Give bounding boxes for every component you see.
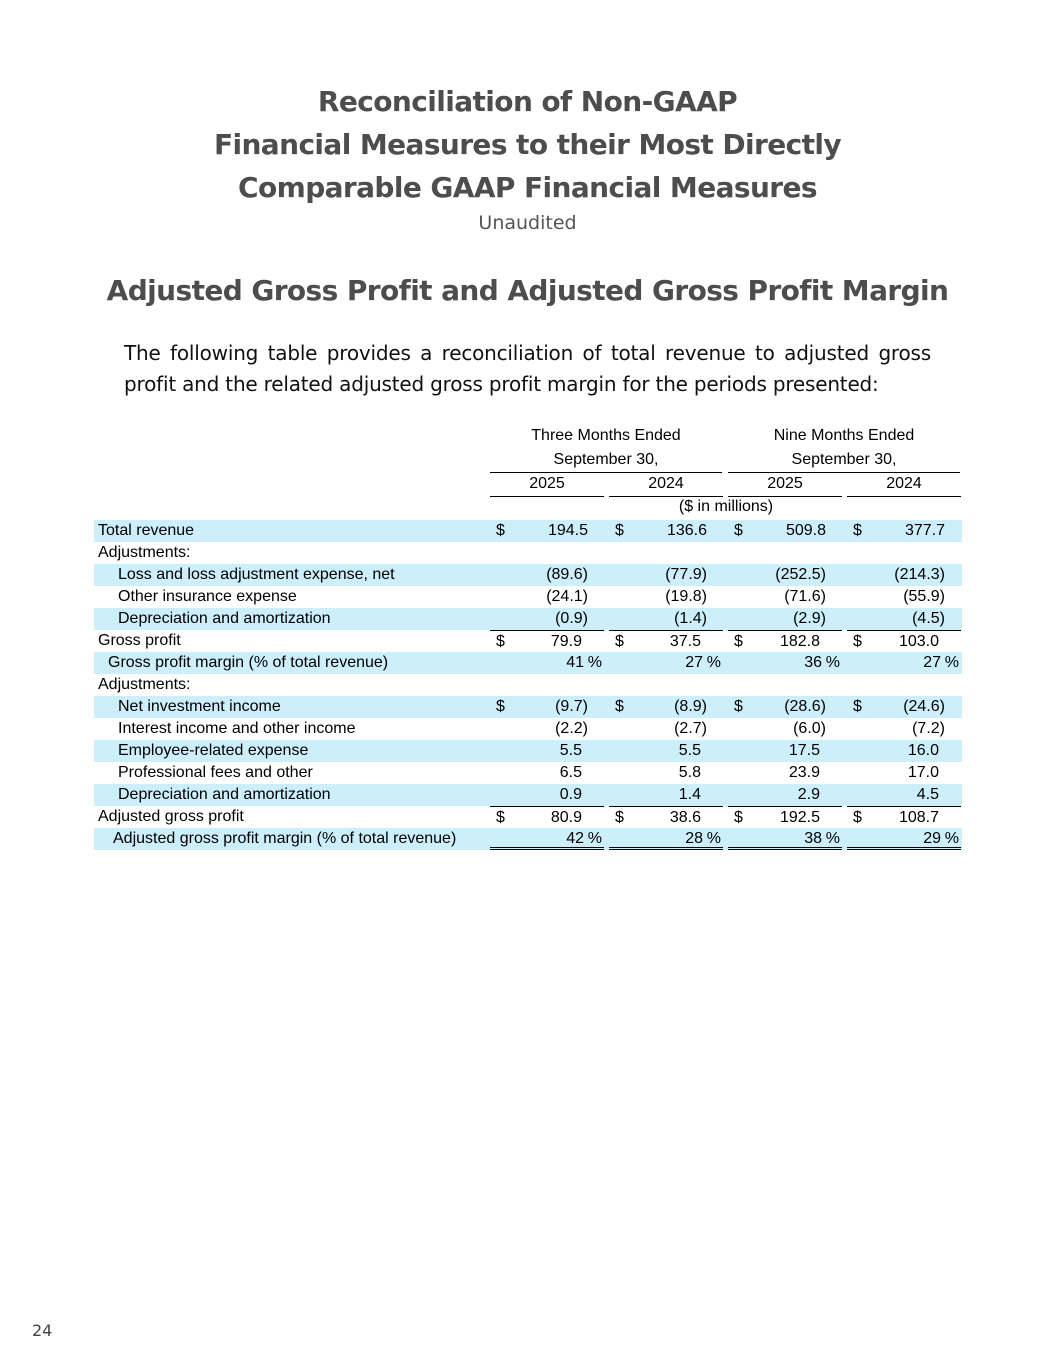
value: 79.9 [550,633,582,650]
value-cell [490,564,604,586]
value: 27 [685,654,703,671]
row-label: Adjustments: [98,676,191,693]
value-cell [609,520,723,542]
value-cell [847,608,961,630]
group-header-line2: September 30, [791,451,897,468]
value: 36 [804,654,822,671]
value: 37.5 [669,633,701,650]
percent-symbol: % [706,654,721,671]
table-row [94,542,962,564]
percent-symbol: % [944,654,959,671]
table-header [94,424,962,520]
table-row [94,564,962,586]
year-header: 2024 [847,472,961,497]
value-cell [847,718,961,740]
currency-symbol: $ [734,522,743,539]
currency-symbol: $ [853,522,862,539]
value-cell [490,630,604,652]
value: 1.4 [678,786,701,803]
value: (77.9) [665,566,707,583]
value-cell [847,564,961,586]
currency-symbol: $ [496,698,505,715]
intro-paragraph: The following table provides a reconciliation of total revenue to adjusted gross profit and the related adjusted gross profit margin for the periods presented: [124,341,931,396]
value: 38 [804,830,822,847]
value-cell [728,762,842,784]
table-row [94,586,962,608]
value: (89.6) [546,566,588,583]
value: (252.5) [775,566,826,583]
value-cell [728,828,842,850]
value: 0.9 [559,786,582,803]
section-title: Adjusted Gross Profit and Adjusted Gross Profit Margin [106,274,949,307]
value-cell [609,652,723,674]
row-label: Depreciation and amortization [118,786,331,803]
value-cell [847,586,961,608]
page-number: 24 [32,1321,53,1340]
row-label: Interest income and other income [118,720,356,737]
value-cell [728,586,842,608]
table-row [94,696,962,718]
value-cell [847,652,961,674]
value-cell [490,652,604,674]
value: 509.8 [785,522,826,539]
value: (9.7) [555,698,588,715]
currency-symbol: $ [734,809,743,826]
title-line-1: Reconciliation of Non-GAAP [317,85,738,118]
value: 5.5 [559,742,582,759]
currency-symbol: $ [615,809,624,826]
reconciliation-table [94,424,962,850]
value: 136.6 [666,522,707,539]
row-label: Adjusted gross profit [98,808,244,825]
row-label: Loss and loss adjustment expense, net [118,566,395,583]
currency-symbol: $ [734,633,743,650]
value-cell [490,608,604,630]
value-cell [609,828,723,850]
year-header: 2025 [728,472,842,497]
table-row [94,762,962,784]
value-cell [728,718,842,740]
value-cell [490,586,604,608]
table-row [94,828,962,850]
year-header: 2024 [609,472,723,497]
currency-symbol: $ [853,698,862,715]
value: 4.5 [916,786,939,803]
value: (2.2) [555,720,588,737]
value-cell [728,806,842,828]
value-cell [490,718,604,740]
currency-symbol: $ [734,698,743,715]
value: (0.9) [555,610,588,627]
value-cell [490,696,604,718]
value: 2.9 [797,786,820,803]
value-cell [609,608,723,630]
row-label: Gross profit [98,632,181,649]
value-cell [490,784,604,806]
page-title [0,80,1055,237]
value: 108.7 [898,809,939,826]
value-cell [609,630,723,652]
value-cell [847,740,961,762]
table-row [94,520,962,542]
value: (71.6) [784,588,826,605]
currency-symbol: $ [615,522,624,539]
subtitle: Unaudited [478,212,577,234]
percent-symbol: % [587,654,602,671]
value-cell [609,586,723,608]
row-label: Employee-related expense [118,742,309,759]
value: (214.3) [894,566,945,583]
group-header-three-months [490,424,722,473]
currency-symbol: $ [615,698,624,715]
currency-symbol: $ [496,633,505,650]
value: 41 [566,654,584,671]
table-row [94,652,962,674]
value-cell [609,806,723,828]
value-cell [728,784,842,806]
value: 103.0 [898,633,939,650]
value-cell [609,696,723,718]
row-label: Gross profit margin (% of total revenue) [108,654,389,671]
value: (55.9) [903,588,945,605]
value: 16.0 [907,742,939,759]
value: 377.7 [904,522,945,539]
value: 29 [923,830,941,847]
value-cell [847,630,961,652]
currency-symbol: $ [496,522,505,539]
group-header-line1: Three Months Ended [531,427,681,444]
table-row [94,784,962,806]
value: (6.0) [793,720,826,737]
value: 6.5 [559,764,582,781]
value: 27 [923,654,941,671]
value-cell [728,652,842,674]
value: (2.7) [674,720,707,737]
value-cell [609,718,723,740]
value: 28 [685,830,703,847]
table-row [94,718,962,740]
value-cell [847,762,961,784]
table-row [94,740,962,762]
value: (28.6) [784,698,826,715]
value: (24.6) [903,698,945,715]
value-cell [728,564,842,586]
row-label: Adjusted gross profit margin (% of total revenue) [113,830,457,847]
value: (8.9) [674,698,707,715]
row-label: Total revenue [98,522,195,539]
value: 5.8 [678,764,701,781]
group-header-line2: September 30, [553,451,659,468]
row-label: Professional fees and other [118,764,313,781]
value-cell [728,740,842,762]
value-cell [847,520,961,542]
value: 5.5 [678,742,701,759]
value-cell [609,784,723,806]
value-cell [490,520,604,542]
value-cell [847,806,961,828]
value-cell [609,740,723,762]
value: (4.5) [912,610,945,627]
value: (1.4) [674,610,707,627]
table-row [94,674,962,696]
currency-symbol: $ [853,809,862,826]
value: 23.9 [788,764,820,781]
value: 80.9 [550,809,582,826]
currency-symbol: $ [496,809,505,826]
unit-label: ($ in millions) [678,498,774,515]
table-row [94,806,962,828]
row-label: Depreciation and amortization [118,610,331,627]
year-header: 2025 [490,472,604,497]
value-cell [609,762,723,784]
value: 42 [566,830,584,847]
value: (24.1) [546,588,588,605]
percent-symbol: % [706,830,721,847]
title-line-3: Comparable GAAP Financial Measures [238,171,817,204]
value: (19.8) [665,588,707,605]
percent-symbol: % [825,830,840,847]
value-cell [728,608,842,630]
table-row [94,630,962,652]
row-label: Net investment income [118,698,281,715]
value-cell [847,828,961,850]
group-header-nine-months [728,424,960,473]
value: 194.5 [547,522,588,539]
value-cell [847,696,961,718]
percent-symbol: % [944,830,959,847]
value: (2.9) [793,610,826,627]
value-cell [728,630,842,652]
value: 17.5 [788,742,820,759]
value-cell [490,828,604,850]
value-cell [847,784,961,806]
percent-symbol: % [587,830,602,847]
currency-symbol: $ [615,633,624,650]
value: 192.5 [779,809,820,826]
row-label: Other insurance expense [118,588,297,605]
currency-symbol: $ [853,633,862,650]
value-cell [609,564,723,586]
percent-symbol: % [825,654,840,671]
title-line-2: Financial Measures to their Most Directly [213,128,842,161]
value-cell [728,696,842,718]
value: 17.0 [907,764,939,781]
group-header-line1: Nine Months Ended [773,427,915,444]
value-cell [728,520,842,542]
value-cell [490,740,604,762]
table-row [94,608,962,630]
value: (7.2) [912,720,945,737]
value-cell [490,806,604,828]
value: 182.8 [779,633,820,650]
value: 38.6 [669,809,701,826]
row-label: Adjustments: [98,544,191,561]
value-cell [490,762,604,784]
